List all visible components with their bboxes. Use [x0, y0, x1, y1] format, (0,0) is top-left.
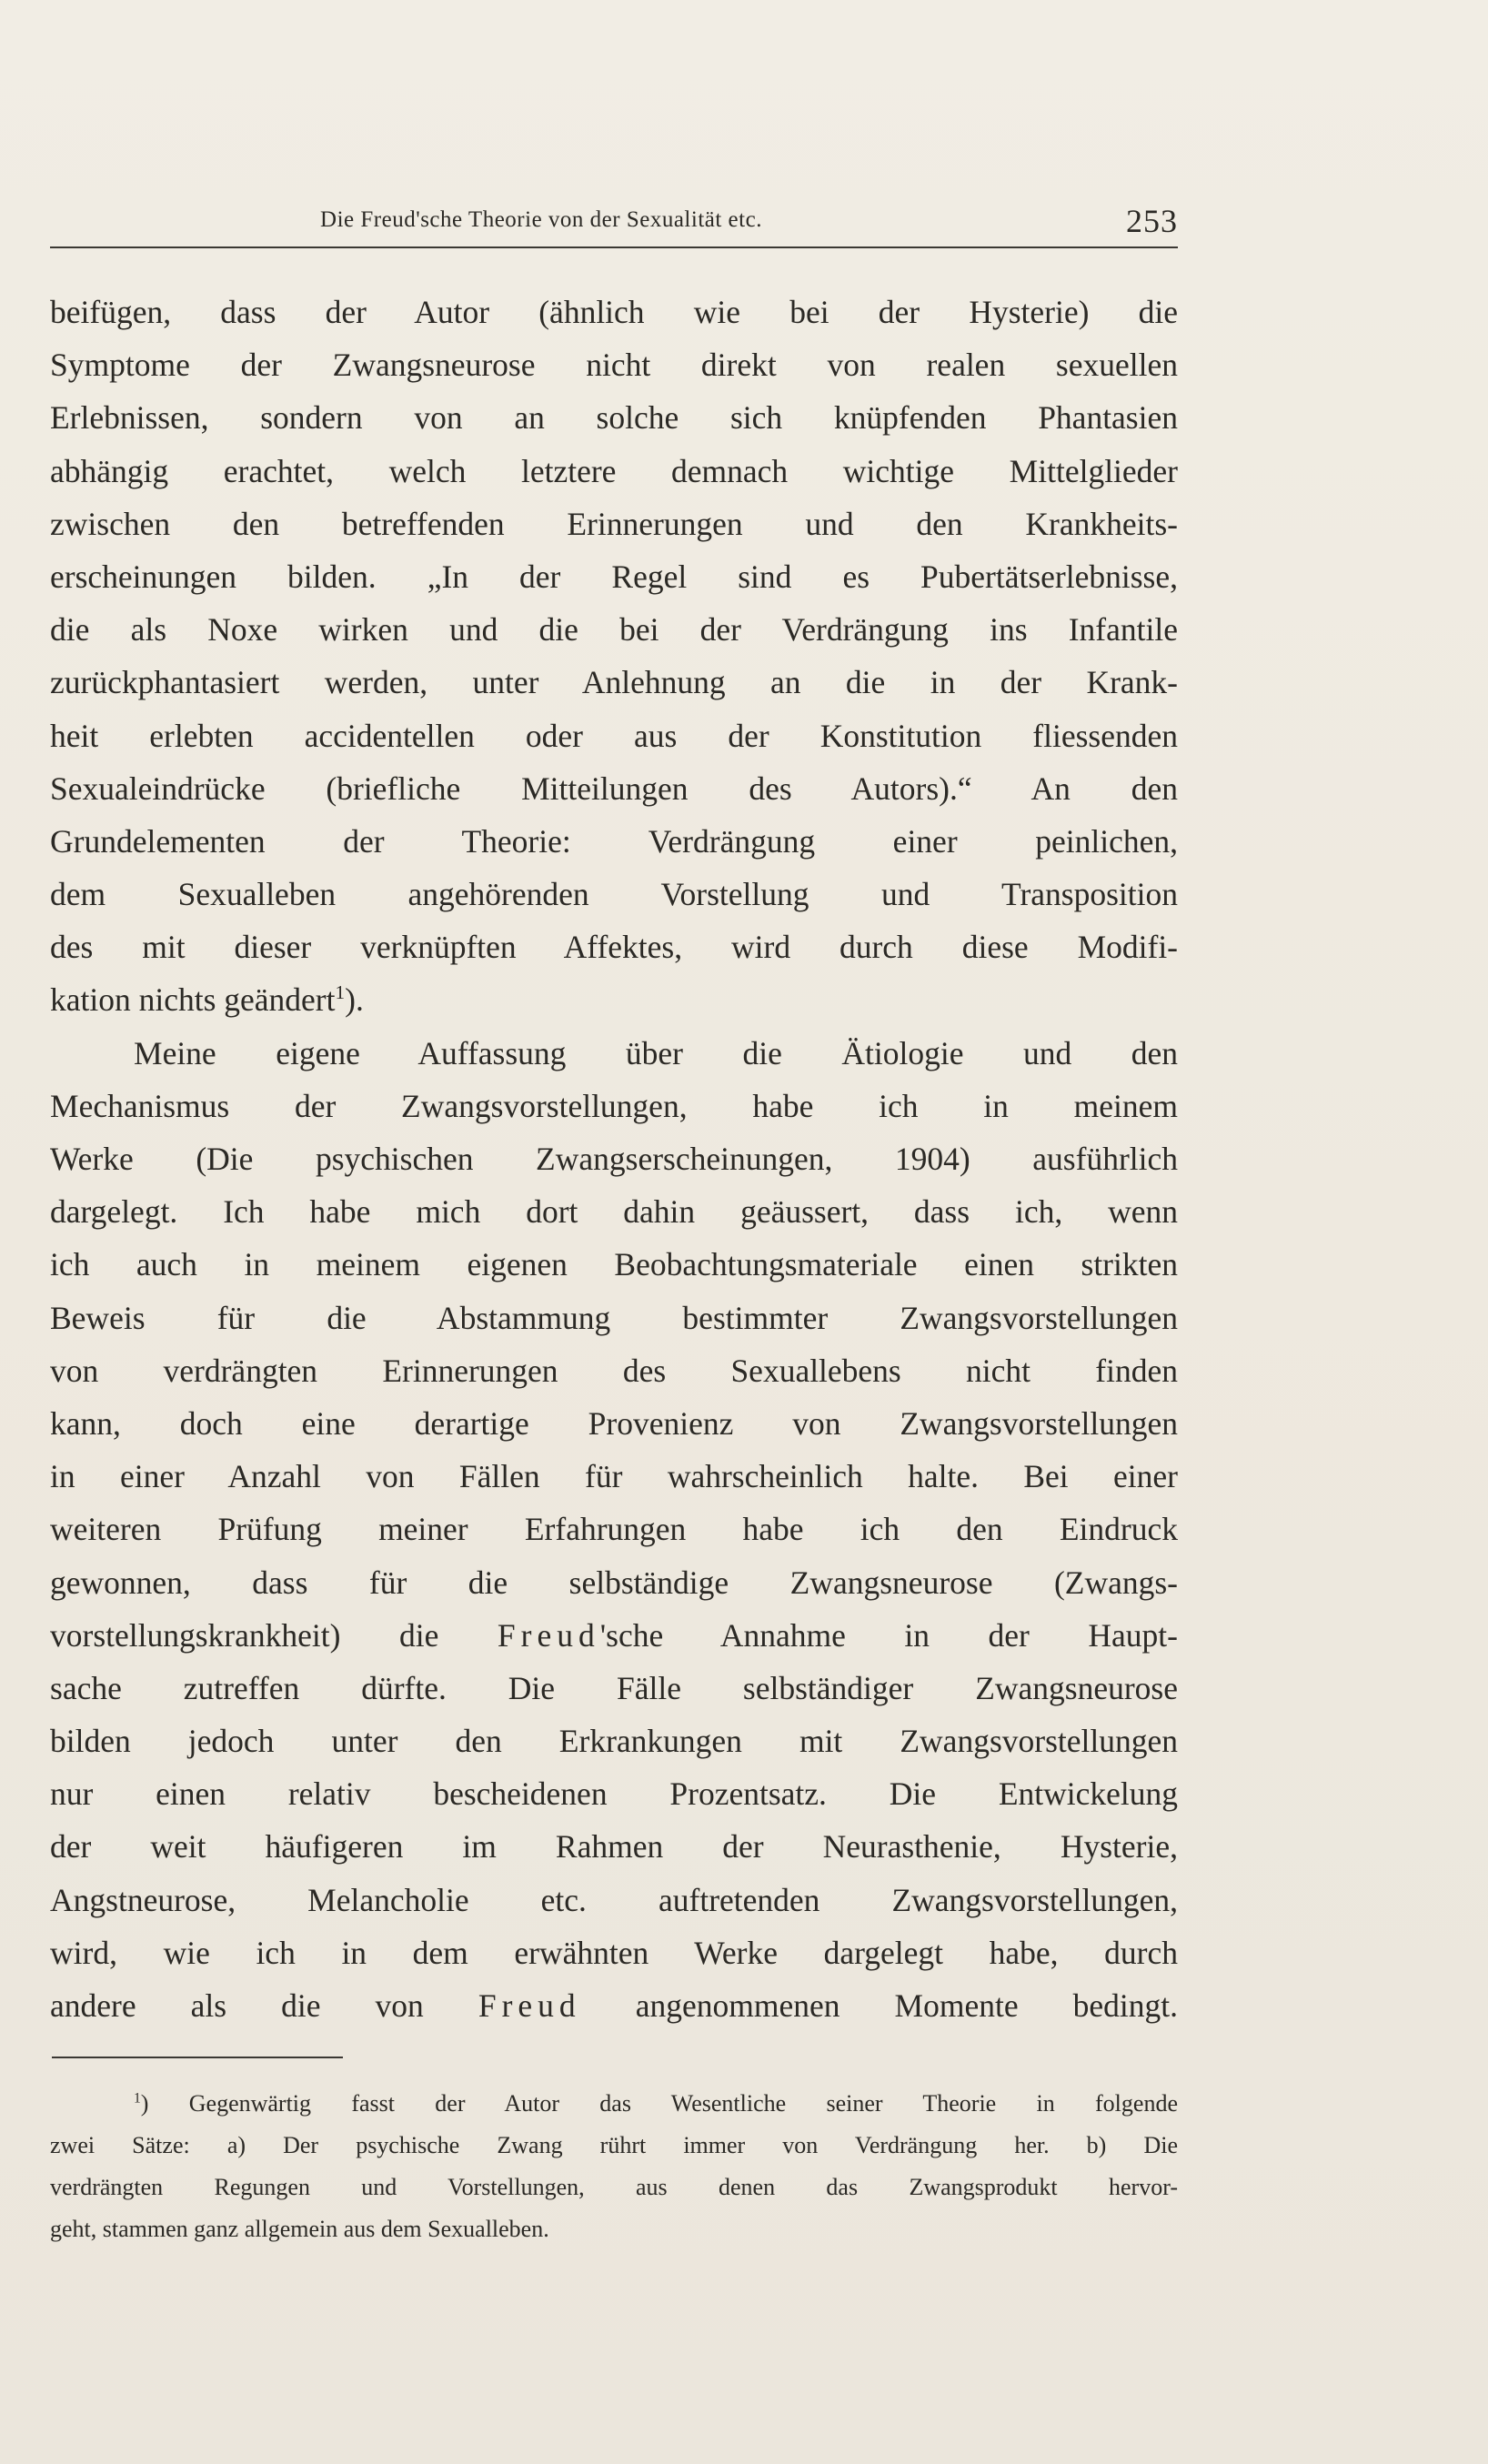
text-line: des mit dieser verknüpften Affektes, wird durch diese Modifi- [50, 929, 1178, 966]
text-line: abhängig erachtet, welch letztere demnach wichtige Mittelglieder [50, 452, 1178, 489]
text-line-end: ). [345, 981, 364, 1019]
text-line: Mechanismus der Zwangsvorstellungen, habe ich in meinem [50, 1087, 1178, 1124]
text-line: gewonnen, dass für die selbständige Zwangsneurose (Zwangs- [50, 1564, 1178, 1601]
text-line: nur einen relativ bescheidenen Prozentsatz. Die Entwickelung [50, 1775, 1178, 1813]
text-line: der weit häufigeren im Rahmen der Neurasthenie, Hysterie, [50, 1828, 1178, 1866]
text-line [50, 1609, 1178, 1662]
body-text [50, 286, 1178, 2032]
text-line: wird, wie ich in dem erwähnten Werke dargelegt habe, durch [50, 1934, 1178, 1971]
author-name-spaced: Freud [478, 1987, 581, 2024]
footnote-line: verdrängten Regungen und Vorstellungen, aus denen das Zwangsprodukt hervor- [50, 2174, 1178, 2200]
footnote-text: ) Gegenwärtig fasst der Autor das Wesentliche seiner Theorie in folgende [140, 2090, 1178, 2117]
page-number: 253 [1126, 203, 1178, 239]
text-line: Grundelementen der Theorie: Verdrängung einer peinlichen, [50, 822, 1178, 860]
text-line: Sexualeindrücke (briefliche Mitteilungen des Autors).“ An den [50, 769, 1178, 807]
text-line-end: angenommenen Momente bedingt. [635, 1987, 1179, 2024]
text-line: beifügen, dass der Autor (ähnlich wie bei der Hysterie) die [50, 294, 1178, 330]
text-line: Beweis für die Abstammung bestimmter Zwangsvorstellungen [50, 1299, 1178, 1336]
text-line-end: 'sche Annahme in der Haupt- [599, 1616, 1178, 1654]
footnote-rule [52, 2057, 343, 2058]
footnote-line: geht, stammen ganz allgemein aus dem Sexualleben. [50, 2216, 549, 2242]
footnote-reference[interactable]: 1 [335, 981, 346, 1004]
text-line: von verdrängten Erinnerungen des Sexuallebens nicht finden [50, 1352, 1178, 1389]
footnote-line [50, 2083, 1178, 2125]
paragraph-first-line: Meine eigene Auffassung über die Ätiologie und den [134, 1034, 1178, 1071]
footnotes [50, 2083, 1178, 2250]
author-name-spaced: Freud [497, 1616, 600, 1654]
text-line-start: vorstellungskrankheit) die [50, 1616, 439, 1654]
text-line: dem Sexualleben angehörenden Vorstellung und Transposition [50, 876, 1178, 913]
text-line: Symptome der Zwangsneurose nicht direkt von realen sexuellen [50, 347, 1178, 384]
text-line-start: kation nichts geändert [50, 981, 336, 1019]
text-line: ich auch in meinem eigenen Beobachtungsmateriale einen strikten [50, 1246, 1178, 1283]
text-line: die als Noxe wirken und die bei der Verdrängung ins Infantile [50, 611, 1178, 649]
text-line [50, 973, 1178, 1026]
text-line: Angstneurose, Melancholie etc. auftretenden Zwangsvorstellungen, [50, 1881, 1178, 1918]
text-line-start: andere als die von [50, 1987, 424, 2024]
text-line [50, 1979, 1178, 2032]
text-line: kann, doch eine derartige Provenienz von Zwangsvorstellungen [50, 1404, 1178, 1442]
text-line: heit erlebten accidentellen oder aus der Konstitution fliessenden [50, 717, 1178, 754]
text-line: bilden jedoch unter den Erkrankungen mit Zwangsvorstellungen [50, 1723, 1178, 1760]
text-line: weiteren Prüfung meiner Erfahrungen habe ich den Eindruck [50, 1511, 1178, 1548]
text-line: Erlebnissen, sondern von an solche sich knüpfenden Phantasien [50, 399, 1178, 437]
text-line: zurückphantasiert werden, unter Anlehnung an die in der Krank- [50, 664, 1178, 701]
footnote-marker: 1 [134, 2090, 141, 2107]
text-line: Werke (Die psychischen Zwangserscheinungen, 1904) ausführlich [50, 1141, 1178, 1177]
text-line: sache zutreffen dürfte. Die Fälle selbständiger Zwangsneurose [50, 1669, 1178, 1706]
footnote-line: zwei Sätze: a) Der psychische Zwang rührt immer von Verdrängung her. b) Die [50, 2132, 1178, 2158]
running-title: Die Freud'sche Theorie von der Sexualität etc. [320, 207, 762, 232]
header-rule [50, 246, 1178, 248]
text-line: erscheinungen bilden. „In der Regel sind es Pubertätserlebnisse, [50, 558, 1178, 595]
text-line: dargelegt. Ich habe mich dort dahin geäussert, dass ich, wenn [50, 1193, 1178, 1231]
text-line: in einer Anzahl von Fällen für wahrscheinlich halte. Bei einer [50, 1458, 1178, 1495]
text-line: zwischen den betreffenden Erinnerungen und den Krankheits- [50, 505, 1178, 542]
running-head [50, 202, 1178, 246]
